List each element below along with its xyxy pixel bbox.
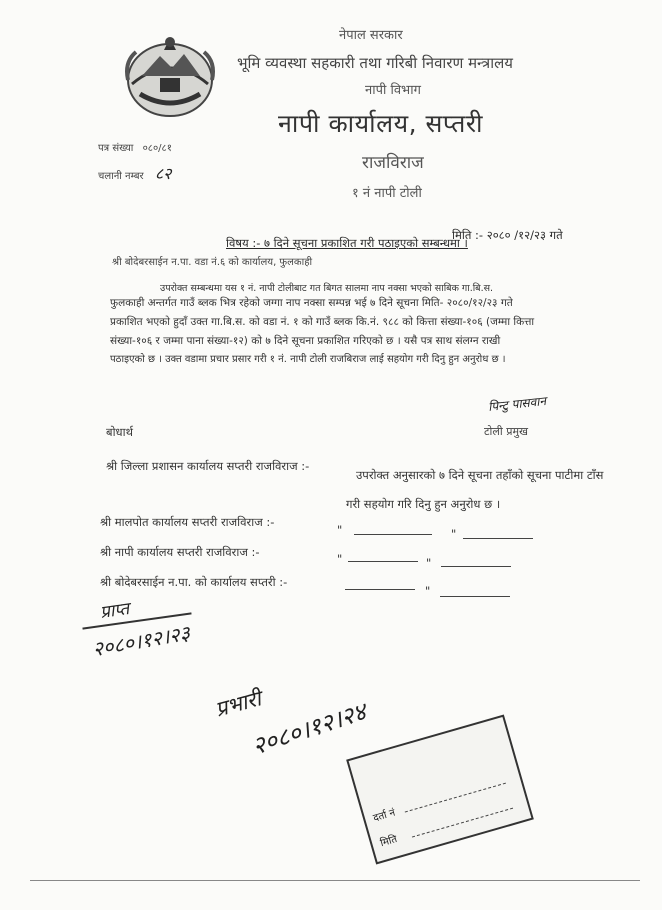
body-line-1: उपरोक्त सम्बन्धमा यस १ नं. नापी टोलीबाट गत बिगत सालमा नाप नक्सा भएको साबिक गा.बि.स.: [160, 283, 494, 294]
office-name: नापी कार्यालय, सप्तरी: [278, 109, 484, 138]
body-line-3: प्रकाशित भएको हुदाँ उक्त गा.बि.स. को वडा नं. १ को गाउँ ब्लक कि.नं. ९८८ को कित्ता संख्या-१०६ (जम्मा कित्ता: [110, 316, 535, 328]
stamp-number-label: दर्ता नं: [372, 807, 397, 825]
letter-number-value: ०८०/८१: [142, 143, 172, 154]
handwritten-note-date: २०८०।१२।२४: [248, 697, 370, 761]
team-name: १ नं नापी टोली: [352, 186, 422, 201]
dispatch-number-value: ८२: [154, 164, 172, 183]
cc-ditto-4: ": [425, 584, 431, 598]
cc-ditto-2b: ": [451, 527, 457, 541]
signatory-title: टोली प्रमुख: [484, 425, 529, 438]
office-city: राजविराज: [362, 153, 424, 173]
cc-ditto-3b: ": [426, 556, 432, 570]
cc-blank-4a: [345, 589, 415, 590]
handwritten-note-word: प्रभारी: [212, 686, 264, 722]
body-line-4: संख्या-१०६ र जम्मा पाना संख्या-१२) को ७ दिने सूचना प्रकाशित गरिएको छ । यसै पत्र साथ संलग्न राखी: [110, 335, 501, 347]
received-date: २०८०।१२।२३: [90, 620, 192, 662]
recipient: श्री बोदेबरसाईन न.पा. वडा नं.६ को कार्यालय, फुलकाही: [112, 257, 313, 268]
cc-note-1b: गरी सहयोग गरि दिनु हुन अनुरोध छ ।: [346, 497, 501, 511]
letter-number: [98, 140, 172, 154]
signatory-signature: पिन्टु पासवान: [487, 394, 547, 414]
body-line-5: पठाइएको छ । उक्त वडामा प्रचार प्रसार गरी १ नं. नापी टोली राजबिराज लाई सहयोग गरी दिनु हुन अनुरोध छ ।: [110, 354, 506, 365]
government-emblem: [120, 32, 220, 124]
letter-date: मिति :- २०८० /१२/२३ गते: [452, 228, 563, 242]
stamp-date-label: मिति: [379, 834, 399, 850]
subject-line: विषय :- ७ दिने सूचना प्रकाशित गरी पठाइएको सम्बन्धमा ।: [226, 236, 468, 250]
letter-number-label: पत्र संख्या: [98, 143, 134, 154]
cc-note-1: उपरोक्त अनुसारको ७ दिने सूचना तहाँको सूचना पाटीमा टाँस: [356, 468, 604, 482]
cc-label: बोधार्थ: [106, 425, 133, 439]
cc-blank-3b: [441, 566, 511, 567]
registration-stamp: [346, 715, 534, 865]
cc-item-3: श्री नापी कार्यालय सप्तरी राजविराज :-: [100, 545, 260, 559]
department-name: नापी विभाग: [365, 83, 421, 98]
cc-blank-2b: [463, 538, 533, 539]
cc-item-4: श्री बोदेबरसाईन न.पा. को कार्यालय सप्तरी :-: [100, 575, 288, 589]
cc-item-1: श्री जिल्ला प्रशासन कार्यालय सप्तरी राजविराज :-: [106, 459, 310, 473]
cc-blank-3a: [348, 561, 418, 562]
stamp-date-line: [412, 808, 513, 838]
scan-edge: [30, 880, 640, 881]
stamp-number-line: [405, 783, 506, 813]
ministry-name: भूमि व्यवस्था सहकारी तथा गरिबी निवारण मन्त्रालय: [237, 54, 513, 72]
dispatch-number: [98, 162, 171, 184]
dispatch-number-label: चलानी नम्बर: [98, 171, 144, 182]
cc-blank-4b: [440, 596, 510, 597]
cc-blank-2a: [354, 534, 432, 535]
received-note: प्राप्त: [98, 599, 131, 623]
cc-item-2: श्री मालपोत कार्यालय सप्तरी राजविराज :-: [100, 515, 275, 529]
cc-ditto-3: ": [337, 552, 343, 566]
cc-ditto-2: ": [337, 523, 343, 537]
government-name: नेपाल सरकार: [339, 28, 403, 43]
body-line-2: फुलकाही अन्तर्गत गाउँ ब्लक भित्र रहेको जग्गा नाप नक्सा सम्पन्न भई ७ दिने सूचना मिति- २०८०/१२/२३ गते: [110, 297, 513, 309]
